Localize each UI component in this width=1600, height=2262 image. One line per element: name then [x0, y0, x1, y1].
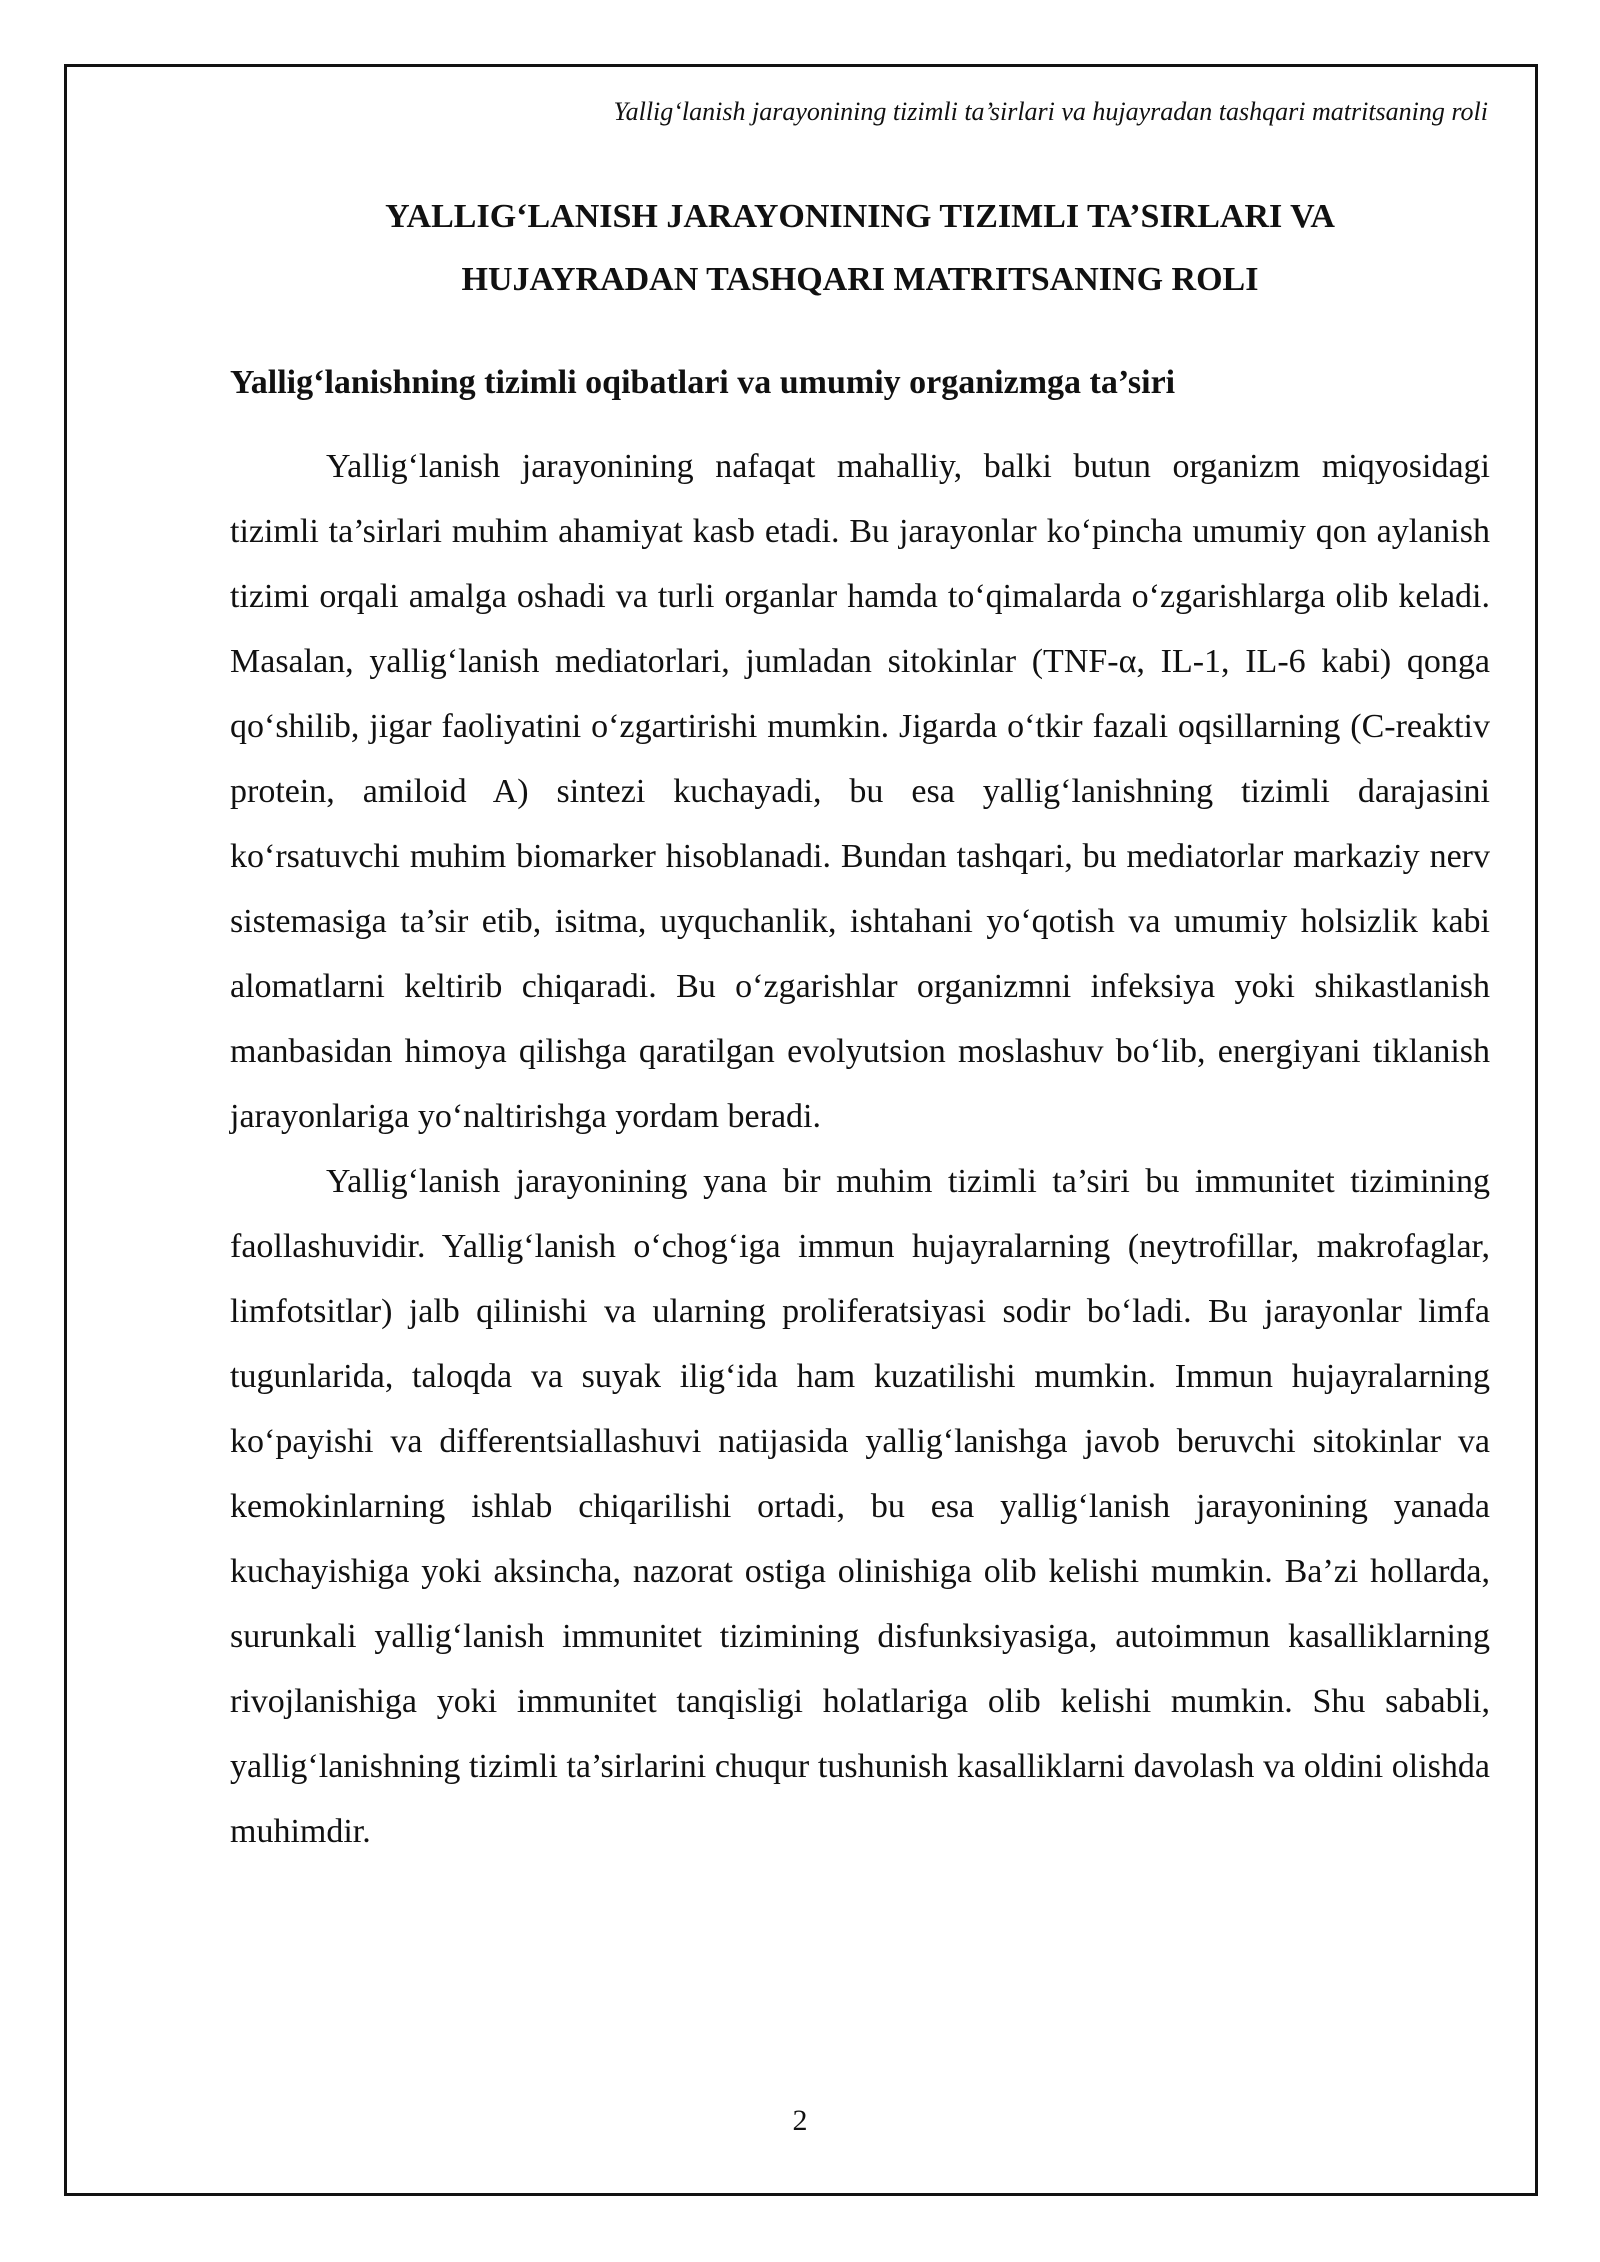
section-heading: Yallig‘lanishning tizimli oqibatlari va umumiy organizmga ta’siri: [230, 364, 1176, 401]
paragraph-1: Yallig‘lanish jarayonining nafaqat mahalliy, balki butun organizm miqyosidagi tizimli ta’sirlari muhim ahamiyat kasb etadi. Bu jarayonlar ko‘pincha umumiy qon aylanish tizimi orqali amalga oshadi va turli organlar hamda to‘qimalarda o‘zgarishlarga olib keladi. Masalan, yallig‘lanish mediatorlari, jumladan sitokinlar (TNF-α, IL-1, IL-6 kabi) qonga qo‘shilib, jigar faoliyatini o‘zgartirishi mumkin. Jigarda o‘tkir fazali oqsillarning (C-reaktiv protein, amiloid A) sintezi kuchayadi, bu esa yallig‘lanishning tizimli darajasini ko‘rsatuvchi muhim biomarker hisoblanadi. Bundan tashqari, bu mediatorlar markaziy nerv sistemasiga ta’sir etib, isitma, uyquchanlik, ishtahani yo‘qotish va umumiy holsizlik kabi alomatlarni keltirib chiqaradi. Bu o‘zgarishlar organizmni infeksiya yoki shikastlanish manbasidan himoya qilishga qaratilgan evolyutsion moslashuv bo‘lib, energiyani tiklanish jarayonlariga yo‘naltirishga yordam beradi.: [230, 448, 1490, 1135]
document-title-line-2: HUJAYRADAN TASHQARI MATRITSANING ROLI: [461, 261, 1259, 298]
document-title-line-1: YALLIG‘LANISH JARAYONINING TIZIMLI TA’SIRLARI VA: [385, 198, 1335, 235]
body-text: [230, 434, 1490, 1864]
document-title: [230, 185, 1490, 311]
running-header: Yallig‘lanish jarayonining tizimli ta’sirlari va hujayradan tashqari matritsaning roli: [613, 97, 1488, 126]
paragraph-2: Yallig‘lanish jarayonining yana bir muhim tizimli ta’siri bu immunitet tizimining faollashuvidir. Yallig‘lanish o‘chog‘iga immun hujayralarning (neytrofillar, makrofaglar, limfotsitlar) jalb qilinishi va ularning proliferatsiyasi sodir bo‘ladi. Bu jarayonlar limfa tugunlarida, taloqda va suyak ilig‘ida ham kuzatilishi mumkin. Immun hujayralarning ko‘payishi va differentsiallashuvi natijasida yallig‘lanishga javob beruvchi sitokinlar va kemokinlarning ishlab chiqarilishi ortadi, bu esa yallig‘lanish jarayonining yanada kuchayishiga yoki aksincha, nazorat ostiga olinishiga olib kelishi mumkin. Ba’zi hollarda, surunkali yallig‘lanish immunitet tizimining disfunksiyasiga, autoimmun kasalliklarning rivojlanishiga yoki immunitet tanqisligi holatlariga olib kelishi mumkin. Shu sababli, yallig‘lanishning tizimli ta’sirlarini chuqur tushunish kasalliklarni davolash va oldini olishda muhimdir.: [230, 1163, 1490, 1850]
page-number: 2: [792, 2104, 808, 2137]
